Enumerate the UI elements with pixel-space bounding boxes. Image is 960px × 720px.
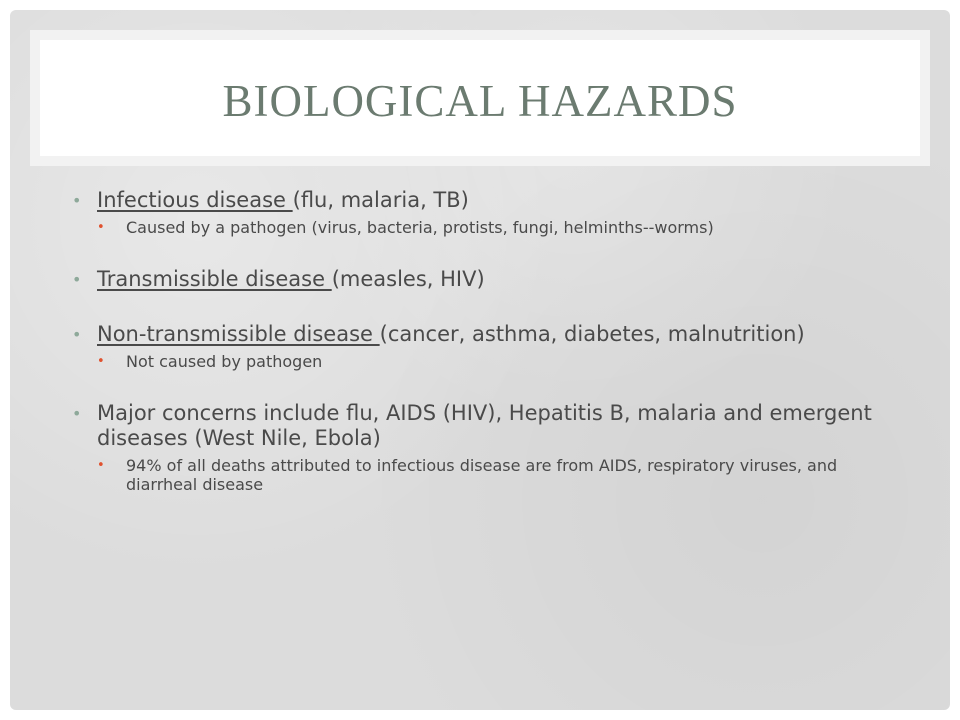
content-body (72, 188, 912, 500)
title-box (40, 40, 920, 156)
bullet-major-concerns (72, 401, 912, 494)
term-non-transmissible-disease: Non-transmissible disease (97, 322, 380, 346)
term-infectious-disease: Infectious disease (97, 188, 293, 212)
title-band (30, 30, 930, 166)
spacer (72, 377, 912, 401)
bullet-infectious-disease (72, 188, 912, 237)
bullet-transmissible-disease (72, 267, 912, 292)
spacer (72, 243, 912, 267)
slide (10, 10, 950, 710)
sub-bullet-list (97, 218, 912, 237)
sub-bullet-list (97, 352, 912, 371)
bullet-non-transmissible-disease (72, 322, 912, 371)
spacer (72, 298, 912, 322)
sub-bullet: • Caused by a pathogen (virus, bacteria, protists, fungi, helminths--worms) (97, 218, 912, 237)
sub-bullet: • 94% of all deaths attributed to infectious disease are from AIDS, respiratory viruses, and diarrheal disease (97, 456, 912, 494)
bullet-text: Major concerns include flu, AIDS (HIV), Hepatitis B, malaria and emergent diseases (West Nile, Ebola) (97, 401, 872, 450)
slide-title: BIOLOGICAL HAZARDS (222, 76, 738, 126)
sub-bullet-list (97, 456, 912, 494)
term-transmissible-disease: Transmissible disease (97, 267, 332, 291)
bullet-list (72, 188, 912, 494)
sub-bullet: • Not caused by pathogen (97, 352, 912, 371)
bullet-detail: (flu, malaria, TB) (292, 188, 469, 212)
bullet-detail: (cancer, asthma, diabetes, malnutrition) (379, 322, 805, 346)
bullet-detail: (measles, HIV) (331, 267, 485, 291)
